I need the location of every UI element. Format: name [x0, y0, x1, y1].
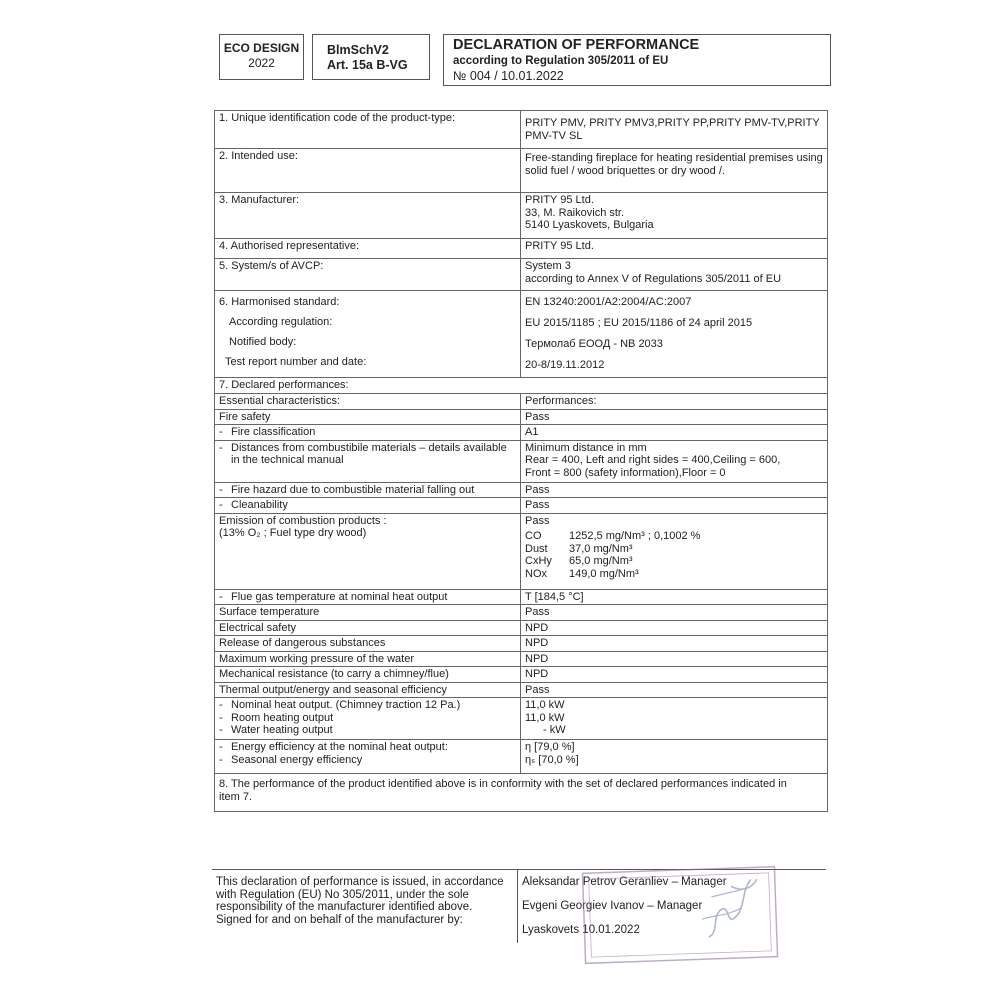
blmschv-label: BlmSchV2 [327, 43, 389, 57]
hazard-label: Fire hazard due to combustible material falling out [231, 483, 475, 496]
emission-sub: (13% O₂ ; Fuel type dry wood) [219, 527, 367, 539]
energy-value: η [79,0 %] [525, 741, 575, 753]
row-item-3 [215, 193, 828, 239]
perf-row [215, 698, 828, 740]
item-5-value [521, 259, 828, 291]
nox-value: 149,0 mg/Nm³ [569, 567, 639, 580]
test-report-value: 20-8/19.11.2012 [525, 359, 605, 371]
perf-row [215, 482, 828, 498]
footer-statement: This declaration of performance is issued, in accordance with Regulation (EU) No 305/2011, under the sole responsibility of the manufacturer identified above. [216, 876, 504, 913]
row-item-5 [215, 259, 828, 291]
co-key: CO [525, 530, 542, 542]
fire-safety-label: Fire safety [215, 409, 521, 425]
mechanical-label: Mechanical resistance (to carry a chimney/flue) [215, 667, 521, 683]
electrical-value: NPD [521, 620, 828, 636]
avcp-system: System 3 [525, 260, 571, 272]
item-6-label: 6. Harmonised standard: [219, 296, 340, 308]
manufacturer-street: 33, M. Raikovich str. [525, 206, 625, 219]
place-date: Lyaskovets 10.01.2022 [522, 924, 640, 936]
col-performances: Performances: [521, 394, 828, 410]
hazard-value: Pass [521, 482, 828, 498]
efficiency-values [521, 740, 828, 774]
emission-cell [215, 513, 521, 589]
clean-value: Pass [521, 498, 828, 514]
emission-grid [525, 530, 823, 580]
water-label: Water heating output [231, 724, 333, 736]
perf-row [215, 605, 828, 621]
footer-statement-cell [212, 870, 518, 943]
item-4-label: 4. Authorised representative: [215, 239, 521, 259]
distances-rear-sides: Rear = 400, Left and right sides = 400,Ceiling = 600, [525, 454, 781, 466]
electrical-label: Electrical safety [215, 620, 521, 636]
perf-row [215, 636, 828, 652]
test-report-label: Test report number and date: [225, 356, 367, 368]
item-2-value: Free-standing fireplace for heating residential premises using solid fuel / wood briquettes or dry wood /. [521, 149, 828, 193]
surface-label: Surface temperature [215, 605, 521, 621]
item-4-value: PRITY 95 Ltd. [521, 239, 828, 259]
dop-subtitle: according to Regulation 305/2011 of EU [453, 55, 669, 67]
room-value: 11,0 kW [525, 711, 565, 724]
col-essential: Essential characteristics: [215, 394, 521, 410]
seasonal-value: ηₛ [70,0 %] [525, 753, 579, 766]
item-2-label: 2. Intended use: [215, 149, 521, 193]
emission-label: Emission of combustion products : [219, 514, 387, 527]
release-label: Release of dangerous substances [215, 636, 521, 652]
blmschv-box [312, 34, 430, 80]
declaration-table [214, 110, 828, 812]
eco-design-box [219, 34, 304, 80]
dop-title: DECLARATION OF PERFORMANCE [453, 37, 700, 53]
cxhy-value: 65,0 mg/Nm³ [569, 555, 633, 567]
dop-number: № 004 / 10.01.2022 [453, 69, 564, 83]
row-item-7 [215, 378, 828, 394]
perf-row [215, 440, 828, 482]
max-pressure-value: NPD [521, 651, 828, 667]
water-value: - kW [543, 724, 566, 736]
perf-row [215, 682, 828, 698]
according-regulation-value: EU 2015/1185 ; EU 2015/1186 of 24 april 2015 [525, 317, 753, 329]
emission-pass: Pass [525, 514, 550, 527]
cxhy-key: CxHy [525, 555, 552, 567]
distances-label: Distances from combustibile materials – details available in the technical manual [231, 441, 507, 466]
surface-value: Pass [521, 605, 828, 621]
nominal-value: 11,0 kW [525, 699, 565, 711]
flue-label: Flue gas temperature at nominal heat output [231, 590, 448, 603]
distances-value [521, 440, 828, 482]
distances-min: Minimum distance in mm [525, 441, 647, 454]
perf-row [215, 589, 828, 605]
perf-row [215, 740, 828, 774]
dop-title-box [443, 34, 831, 86]
co-value: 1252,5 mg/Nm³ ; 0,1002 % [569, 530, 701, 542]
distances-cell: - Distances from combustibile materials – details available in the technical manual [215, 440, 521, 482]
row-item-1 [215, 111, 828, 149]
nominal-label: Nominal heat output. (Chimney traction 12 Pa.) [231, 699, 461, 711]
item-1-value: PRITY PMV, PRITY PMV3,PRITY PP,PRITY PMV-TV,PRITY PMV-TV SL [521, 111, 828, 149]
item-6-values [521, 291, 828, 378]
eco-design-year: 2022 [248, 56, 275, 70]
perf-row [215, 667, 828, 683]
row-item-2 [215, 149, 828, 193]
dust-key: Dust [525, 542, 548, 555]
item-8-text: 8. The performance of the product identified above is in conformity with the set of declared performances indicated in item 7. [215, 774, 828, 812]
fire-class-label: Fire classification [231, 426, 316, 438]
avcp-annex: according to Annex V of Regulations 305/2011 of EU [525, 272, 782, 285]
perf-header-row [215, 394, 828, 410]
max-pressure-label: Maximum working pressure of the water [215, 651, 521, 667]
item-1-label: 1. Unique identification code of the product-type: [215, 111, 521, 149]
dust-value: 37,0 mg/Nm³ [569, 542, 633, 555]
emission-value [521, 513, 828, 589]
mechanical-value: NPD [521, 667, 828, 683]
manufacturer-city: 5140 Lyaskovets, Bulgaria [525, 219, 654, 231]
thermal-value: Pass [521, 682, 828, 698]
release-value: NPD [521, 636, 828, 652]
row-item-8 [215, 774, 828, 812]
perf-row [215, 425, 828, 441]
signatory-1: Aleksandar Petrov Geranliev – Manager [522, 876, 727, 888]
flue-value: T [184,5 °C] [521, 589, 828, 605]
item-3-value [521, 193, 828, 239]
flue-cell: - Flue gas temperature at nominal heat output [215, 589, 521, 605]
harmonised-standard: EN 13240:2001/A2:2004/AC:2007 [525, 296, 692, 308]
manufacturer-name: PRITY 95 Ltd. [525, 194, 594, 206]
art-label: Art. 15a B-VG [327, 58, 408, 72]
row-item-6 [215, 291, 828, 378]
item-3-label: 3. Manufacturer: [215, 193, 521, 239]
fire-class-cell: - Fire classification [215, 425, 521, 441]
signature-section [212, 869, 826, 943]
perf-row [215, 409, 828, 425]
perf-row [215, 498, 828, 514]
seasonal-label: Seasonal energy efficiency [231, 753, 363, 766]
eco-design-label: ECO DESIGN [223, 41, 300, 55]
clean-label: Cleanability [231, 499, 288, 511]
according-regulation-label: According regulation: [229, 316, 333, 328]
distances-front-floor: Front = 800 (safety information),Floor = 0 [525, 466, 726, 479]
heat-output-cell: - Nominal heat output. (Chimney traction 12 Pa.) - Room heating output - Water heating output [215, 698, 521, 740]
item-6-labels [215, 291, 521, 378]
thermal-label: Thermal output/energy and seasonal efficiency [215, 682, 521, 698]
heat-output-values [521, 698, 828, 740]
room-label: Room heating output [231, 711, 334, 724]
perf-row [215, 513, 828, 589]
item-5-label: 5. System/s of AVCP: [215, 259, 521, 291]
perf-row [215, 651, 828, 667]
energy-label: Energy efficiency at the nominal heat output: [231, 741, 448, 753]
nox-key: NOx [525, 567, 547, 580]
efficiency-cell: - Energy efficiency at the nominal heat output: - Seasonal energy efficiency [215, 740, 521, 774]
notified-body-label: Notified body: [229, 336, 297, 348]
signatories-cell [518, 870, 827, 943]
perf-row [215, 620, 828, 636]
notified-body-value: Термолаб ЕООД - NB 2033 [525, 338, 663, 350]
fire-safety-value: Pass [521, 409, 828, 425]
hazard-cell: - Fire hazard due to combustible material falling out [215, 482, 521, 498]
fire-class-value: A1 [521, 425, 828, 441]
signed-by-label: Signed for and on behalf of the manufacturer by: [216, 913, 463, 926]
signatory-2: Evgeni Georgiev Ivanov – Manager [522, 900, 703, 912]
row-item-4 [215, 239, 828, 259]
item-7-label: 7. Declared performances: [215, 378, 828, 394]
clean-cell: - Cleanability [215, 498, 521, 514]
